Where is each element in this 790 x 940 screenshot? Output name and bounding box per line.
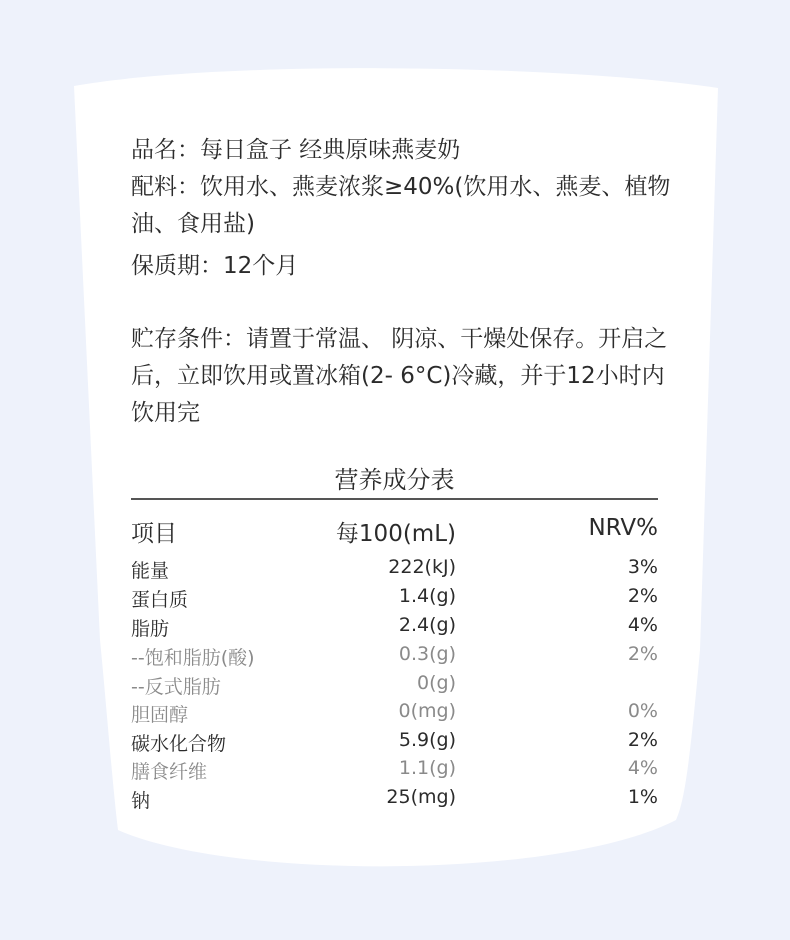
header-nrv: NRV% xyxy=(588,515,658,541)
nutrient-value: 1.1(g) xyxy=(398,757,456,779)
nutrient-name: --反式脂肪 xyxy=(131,676,221,698)
nutrition-table-title: 营养成分表 xyxy=(334,466,455,494)
nutrition-row xyxy=(131,729,658,758)
nutrient-name: 钠 xyxy=(131,790,151,812)
nutrition-row xyxy=(131,672,658,701)
nutrient-nrv: 0% xyxy=(627,700,658,722)
nutrition-row xyxy=(131,786,658,815)
nutrient-value: 5.9(g) xyxy=(398,729,456,751)
nutrition-table-rule xyxy=(131,498,658,500)
nutrient-nrv: 4% xyxy=(627,614,658,636)
nutrient-value: 25(mg) xyxy=(386,786,456,808)
nutrient-nrv: 2% xyxy=(627,729,658,751)
nutrient-nrv: 2% xyxy=(627,643,658,665)
product-name: 品名：每日盒子 经典原味燕麦奶 xyxy=(131,137,461,163)
nutrient-name: --饱和脂肪(酸) xyxy=(131,647,255,669)
nutrition-row xyxy=(131,556,658,585)
nutrient-nrv: 1% xyxy=(627,786,658,808)
nutrient-value: 1.4(g) xyxy=(398,585,456,607)
nutrient-value: 0(mg) xyxy=(398,700,456,722)
nutrient-name: 碳水化合物 xyxy=(131,733,227,755)
nutrient-name: 胆固醇 xyxy=(131,704,189,726)
nutrient-name: 能量 xyxy=(131,560,170,582)
shelf-life: 保质期：12个月 xyxy=(131,253,299,279)
nutrition-row xyxy=(131,614,658,643)
nutrient-value: 0.3(g) xyxy=(398,643,456,665)
nutrient-value: 222(kJ) xyxy=(388,556,456,578)
nutrition-row xyxy=(131,757,658,786)
ingredients: 配料：饮用水、燕麦浓浆≥40%(饮用水、燕麦、植物油、食用盐) xyxy=(131,174,671,237)
nutrient-value: 0(g) xyxy=(417,672,456,694)
nutrition-row xyxy=(131,585,658,614)
nutrition-row xyxy=(131,700,658,729)
nutrient-value: 2.4(g) xyxy=(398,614,456,636)
storage-conditions: 贮存条件：请置于常温、 阴凉、干燥处保存。开启之后，立即饮用或置冰箱(2- 6°C)冷藏，并于12小时内饮用完 xyxy=(131,326,668,426)
nutrient-nrv: 3% xyxy=(627,556,658,578)
nutrient-name: 膳食纤维 xyxy=(131,761,208,783)
nutrient-name: 脂肪 xyxy=(131,618,170,640)
nutrient-nrv: 4% xyxy=(627,757,658,779)
nutrient-nrv: 2% xyxy=(627,585,658,607)
nutrition-row xyxy=(131,643,658,672)
header-per100: 每100(mL) xyxy=(335,521,456,547)
nutrient-name: 蛋白质 xyxy=(131,589,189,611)
nutrition-header-row xyxy=(131,515,658,547)
header-item: 项目 xyxy=(131,521,177,547)
